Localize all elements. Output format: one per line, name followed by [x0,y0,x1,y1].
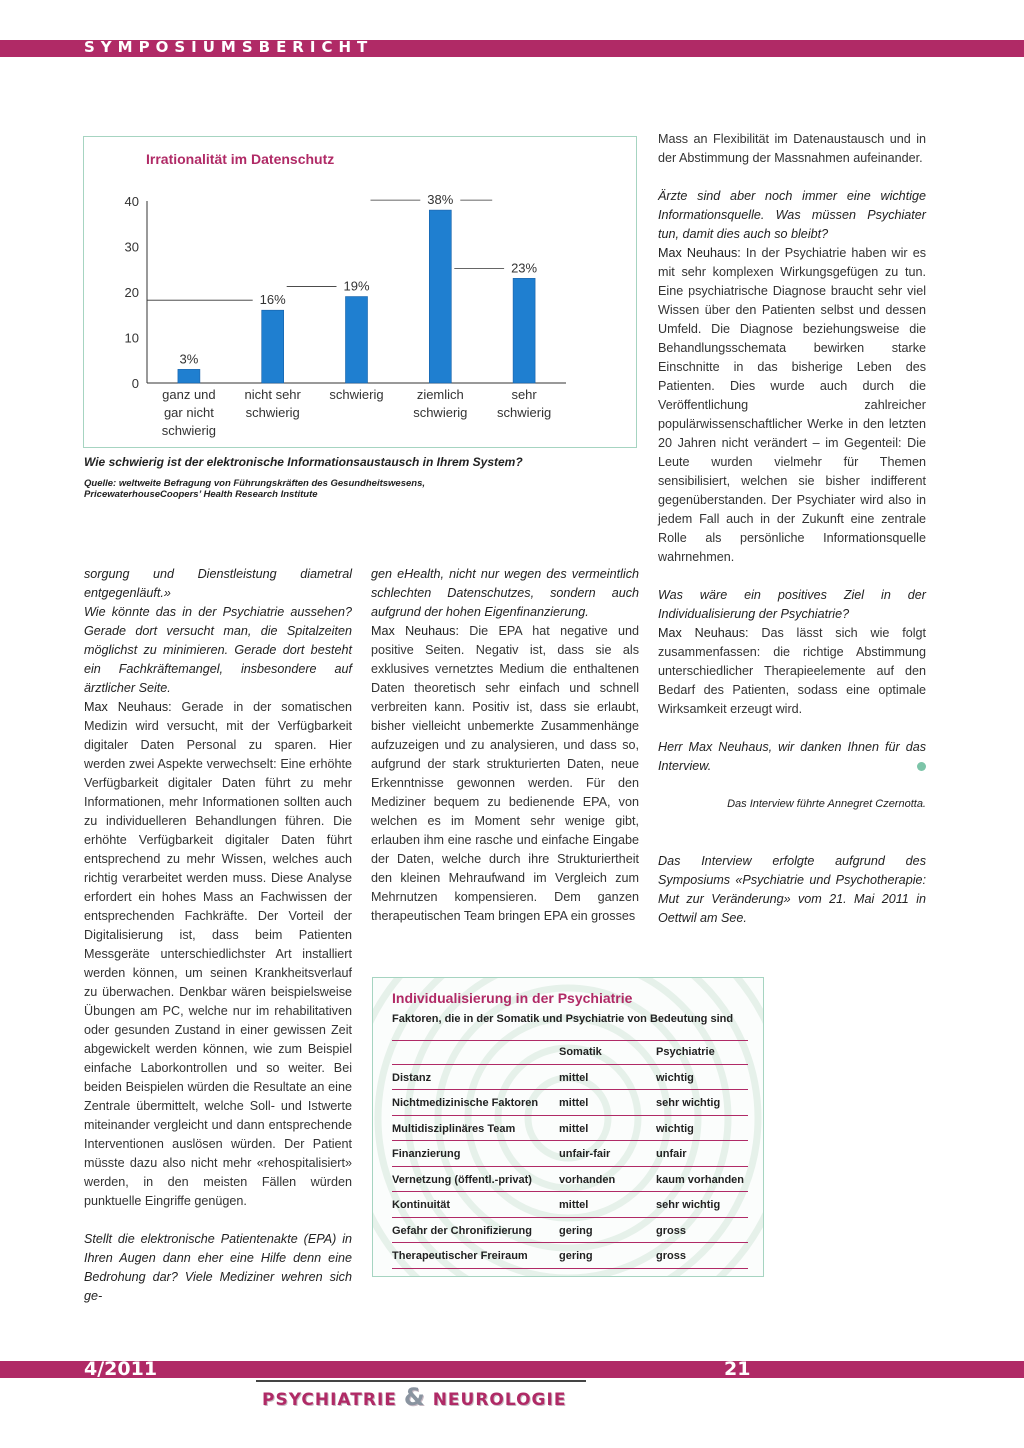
table-row-rule [392,1242,748,1243]
speaker-name: Max Neuhaus: [371,624,459,638]
table-cell: kaum vorhanden [656,1173,745,1186]
col1-question-2: Stellt die elektronische Patientenakte (EPA) in Ihren Augen dann eher eine Hilfe denn eine Bedrohung dar? Viele Mediziner wehren sich ge- [84,1232,352,1303]
data-label: 19% [343,278,370,294]
table-row-label: Kontinuität [392,1199,451,1211]
y-tick-label: 20 [124,285,139,300]
interview-credit: Das Interview führte Annegret Czernotta. [727,798,926,810]
speaker-name: Max Neuhaus: [658,246,741,260]
journal-ampersand: & [403,1383,426,1411]
figure-source-line-1: Quelle: weltweite Befragung von Führungskräften des Gesundheitswesens, [84,478,426,489]
table-row-label: Finanzierung [392,1148,461,1160]
journal-rule [256,1380,586,1382]
table-cell: gering [559,1250,593,1262]
data-label: 23% [511,260,538,276]
end-mark-dot [917,762,926,771]
col1-paragraph-1: sorgung und Dienstleistung diametral entgegenläuft.» [84,567,352,600]
data-label: 16% [259,292,286,308]
table-row-label: Distanz [392,1071,432,1084]
table-header-cell: Psychiatrie [656,1046,715,1058]
bar [178,369,200,383]
table-cell: mittel [559,1071,589,1084]
x-tick-label: sehr [511,387,537,402]
col3-thanks: Herr Max Neuhaus, wir danken Ihnen für das Interview. [658,740,926,773]
x-tick-label: schwierig [413,405,468,420]
chart-box [83,136,637,448]
chart-title: Irrationalität im Datenschutz [146,151,335,167]
col2-question-1: gen eHealth, nicht nur wegen des vermeintlich schlechten Datenschutzes, sondern auch aufgrund der hohen Eigenfinanzierung. [371,567,639,619]
bar [262,310,284,383]
table-cell: vorhanden [559,1173,616,1186]
y-tick-label: 0 [131,376,139,391]
x-tick-label: schwierig [329,387,384,402]
bar-chart [84,137,636,447]
table-cell: sehr wichtig [656,1199,721,1211]
table-row-label: Nichtmedizinische Faktoren [392,1097,539,1109]
y-tick-label: 30 [124,239,139,255]
table-cell: unfair-fair [559,1148,611,1160]
answer-text: Das lässt sich wie folgt zusammenfassen: die richtige Abstimmung unterschiedlicher Therapieelemente auf den Bedarf des Patienten, sodass eine optimale Wirksamkeit erzeugt wird. [658,626,927,716]
table-title: Individualisierung in der Psychiatrie [392,990,633,1006]
table-cell: mittel [559,1097,589,1109]
col3-answer-1 [658,244,926,567]
column-3 [658,130,926,928]
col3-answer-2 [658,624,926,719]
col3-paragraph-1: Mass an Flexibilität im Datenaustausch und in der Abstimmung der Massnahmen aufeinander. [658,132,926,165]
x-tick-label: ganz und [162,387,216,402]
x-tick-label: gar nicht [163,405,214,420]
symposium-note: Das Interview erfolgte aufgrund des Symposiums «Psychiatrie und Psychotherapie: Mut zur Veränderung» vom 21. Mai 2011 in Oettwil am See. [658,854,926,925]
col3-question-1: Ärzte sind aber noch immer eine wichtige Informationsquelle. Was müssen Psychiater tun, damit dies auch so bleibt? [658,189,926,241]
x-tick-label: ziemlich [416,387,464,402]
table-row-label: Gefahr der Chronifizierung [392,1224,532,1237]
journal-title-right: NEUROLOGIE [432,1390,567,1410]
x-tick-label: schwierig [497,405,552,420]
table-cell: unfair [656,1148,687,1160]
figure-source-line-2: PricewaterhouseCoopers’ Health Research Institute [84,489,318,500]
column-2 [371,565,639,926]
table-row-rule [392,1115,748,1116]
x-tick-label: schwierig [161,423,216,438]
data-label: 3% [179,351,199,367]
journal-title [262,1383,566,1411]
bar [513,278,535,383]
x-tick-label: nicht sehr [244,387,301,402]
x-tick-label: schwierig [245,405,300,420]
table-subtitle: Faktoren, die in der Somatik und Psychiatrie von Bedeutung sind [392,1013,734,1025]
table-bottom-rule [392,1268,748,1269]
table-box [372,977,764,1277]
table-cell: gross [656,1250,686,1262]
table-row-rule [392,1064,748,1065]
figure-caption: Wie schwierig ist der elektronische Informationsaustausch in Ihrem System? [84,455,523,469]
bar [429,210,451,383]
table-header-cell: Somatik [559,1046,602,1058]
col2-answer-1 [371,622,639,926]
issue-number: 4/2011 [84,1358,158,1380]
table-cell: gross [656,1224,686,1237]
section-label: SYMPOSIUMSBERICHT [84,38,374,56]
table-row-rule [392,1191,748,1192]
table-cell: wichtig [656,1122,694,1135]
col3-question-2: Was wäre ein positives Ziel in der Individualisierung der Psychiatrie? [658,588,926,621]
column-1 [84,565,352,1306]
page-number: 21 [724,1358,751,1380]
table-row-rule [392,1217,748,1218]
table-row-label: Multidisziplinäres Team [392,1122,516,1135]
table-row-rule [392,1089,748,1090]
speaker-name: Max Neuhaus: [84,700,172,714]
answer-text: Gerade in der somatischen Medizin wird versucht, mit der Verfügbarkeit digitaler Daten Personal zu sparen. Hier werden zwei Aspekte verwechselt: Eine erhöhte Verfügbarkeit digitaler Daten führt zu mehr Informationen, mehr Informationen sollten auch zu individuelleren Behandlungen führen. Die erhöhte Verfügbarkeit digitaler Daten führt entsprechend zu mehr Wissen, welches auch richtig verarbeitet werden muss. Diese Analyse erfordert ein hohes Mass an Fachwissen der entsprechenden Fachkräfte. Der Vorteil der Digitalisierung ist, dass beim Patienten Messgeräte unterschiedlichster Art installiert werden können, um seinen Krankheitsverlauf zu überwachen. Denkbar wären beispielsweise Übungen am PC, welche nur im rehabilitativen oder gesunden Zustand in einer gewissen Zeit abgewickelt werden können, wie zum Beispiel einfache Laborkontrollen und so weiter. Bei beiden Beispielen würden die Resultate an eine Zentrale übermittelt, welche Soll- und Istwerte miteinander vergleicht und dann entsprechende Interventionen auslösen würden. Der Patient müsste dazu also nicht mehr «rehospitalisiert» werden, in den meisten Fällen würden punktuelle Eingriffe genügen. [84,700,352,1208]
col1-answer-1 [84,698,352,1211]
table-row-rule [392,1140,748,1141]
table-cell: sehr wichtig [656,1097,721,1109]
y-tick-label: 40 [124,194,139,209]
table-top-rule [392,1040,748,1041]
table-cell: wichtig [656,1071,694,1084]
data-label: 38% [427,192,454,208]
table-cell: gering [559,1224,593,1237]
table-cell: mittel [559,1122,589,1135]
bar [346,297,368,383]
table-row-label: Therapeutischer Freiraum [392,1250,528,1262]
speaker-name: Max Neuhaus: [658,626,749,640]
table-cell: mittel [559,1199,589,1211]
journal-title-left: PSYCHIATRIE [262,1390,397,1410]
figure-source [84,478,644,500]
table-row-label: Vernetzung (öffentl.-privat) [392,1173,532,1186]
table-row-rule [392,1166,748,1167]
answer-text: In der Psychiatrie haben wir es mit sehr komplexen Wirkungsgefügen zu tun. Eine psychiatrische Diagnose braucht sehr viel Wissen über den Patienten selbst und dessen Umfeld. Die Diagnose beziehungsweise die Behandlungsschemata bewirken starke Einschnitte in das bisherige Leben des Patienten. Dies wurde auch durch die Veröffentlichung zahlreicher populärwissenschaftlicher Werke in den letzten 20 Jahren nicht verändert – im Gegenteil: Die Leute wurden vielmehr für Themen sensibilisiert, welchen sie bisher indifferent gegenüberstanden. Der Psychiater wird also in jedem Fall auch in der Zukunft eine zentrale Rolle als persönliche Informationsquelle wahrnehmen. [658,246,927,564]
answer-text: Die EPA hat negative und positive Seiten. Negativ ist, dass sie als exklusives vernetztes Medium die enthaltenen Daten theoretisch sehr einfach und schnell verbreiten kann. Positiv ist, dass sie erlaubt, bisher vielleicht unbemerkte Zusammenhänge aufzuzeigen und zu analysieren, und dass so, aufgrund der stark strukturierten Daten, neue Erkenntnisse gewonnen werden. Für den Mediziner bequem zu bedienende EPA, von welchen es im Moment sehr wenige gibt, erlauben ihm eine rasche und einfache Eingabe der Daten, welche durch ihre Strukturiertheit den kleinen Mehraufwand im Vergleich zum Mehrnutzen kompensieren. Dem ganzen therapeutischen Team bringen EPA ein grosses [371,624,639,923]
col1-question-1: Wie könnte das in der Psychiatrie aussehen? Gerade dort versucht man, die Spitalzeiten möglichst zu minimieren. Gerade dort besteht ein Fachkräftemangel, insbesondere auf ärztlicher Seite. [84,605,352,695]
y-tick-label: 10 [124,330,139,346]
